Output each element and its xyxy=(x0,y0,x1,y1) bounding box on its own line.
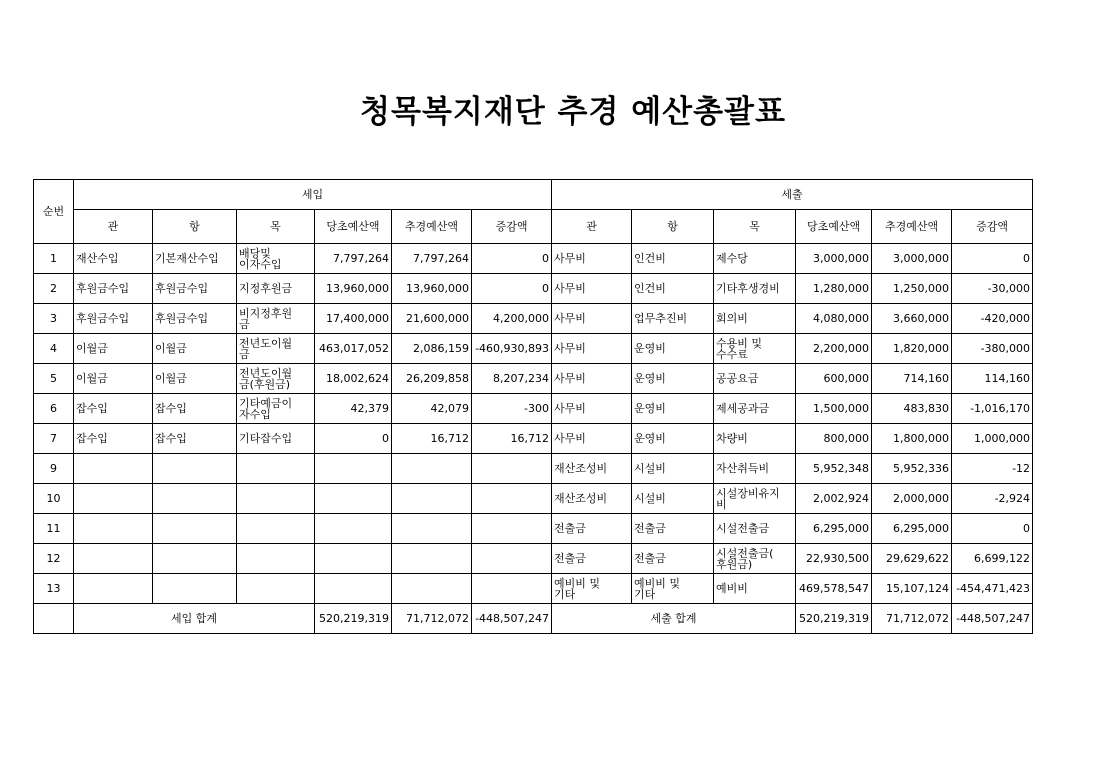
income-hang: 후원금수입 xyxy=(153,304,237,334)
income-revised-budget xyxy=(392,544,472,574)
col-header: 항 xyxy=(153,210,237,244)
income-hang: 잡수입 xyxy=(153,424,237,454)
expense-revised-budget: 3,660,000 xyxy=(872,304,952,334)
row-number: 13 xyxy=(34,574,74,604)
income-change-amount: -460,930,893 xyxy=(472,334,552,364)
table-row xyxy=(34,244,1033,274)
expense-revised-budget: 15,107,124 xyxy=(872,574,952,604)
expense-original-budget: 4,080,000 xyxy=(796,304,872,334)
income-change-amount xyxy=(472,574,552,604)
income-hang: 이월금 xyxy=(153,364,237,394)
income-revised-budget xyxy=(392,484,472,514)
row-number: 9 xyxy=(34,454,74,484)
col-header: 당초예산액 xyxy=(315,210,392,244)
expense-mok: 시설장비유지 비 xyxy=(714,484,796,514)
col-header: 증감액 xyxy=(472,210,552,244)
budget-summary-table xyxy=(33,179,1033,634)
income-kwan: 후원금수입 xyxy=(74,274,153,304)
row-number: 10 xyxy=(34,484,74,514)
expense-change-amount: 0 xyxy=(952,514,1033,544)
income-hang: 잡수입 xyxy=(153,394,237,424)
col-header: 목 xyxy=(714,210,796,244)
expense-mok: 회의비 xyxy=(714,304,796,334)
income-hang: 이월금 xyxy=(153,334,237,364)
table-row xyxy=(34,304,1033,334)
income-kwan: 재산수입 xyxy=(74,244,153,274)
col-header: 관 xyxy=(552,210,632,244)
income-original-budget: 0 xyxy=(315,424,392,454)
income-original-budget xyxy=(315,454,392,484)
row-number: 4 xyxy=(34,334,74,364)
expense-mok: 시설전출금( 후원금) xyxy=(714,544,796,574)
income-original-budget xyxy=(315,484,392,514)
expense-total-change: -448,507,247 xyxy=(952,604,1033,634)
expense-change-amount: -1,016,170 xyxy=(952,394,1033,424)
expense-hang: 운영비 xyxy=(632,334,714,364)
income-change-amount xyxy=(472,544,552,574)
income-total-original: 520,219,319 xyxy=(315,604,392,634)
row-number: 12 xyxy=(34,544,74,574)
income-hang: 기본재산수입 xyxy=(153,244,237,274)
expense-change-amount: -454,471,423 xyxy=(952,574,1033,604)
row-number: 3 xyxy=(34,304,74,334)
income-change-amount: 4,200,000 xyxy=(472,304,552,334)
expense-kwan: 전출금 xyxy=(552,514,632,544)
expense-total-original: 520,219,319 xyxy=(796,604,872,634)
expense-hang: 운영비 xyxy=(632,394,714,424)
income-kwan: 후원금수입 xyxy=(74,304,153,334)
expense-hang: 운영비 xyxy=(632,364,714,394)
row-number: 1 xyxy=(34,244,74,274)
col-header: 당초예산액 xyxy=(796,210,872,244)
expense-kwan: 사무비 xyxy=(552,274,632,304)
expense-mok: 시설전출금 xyxy=(714,514,796,544)
expense-kwan: 사무비 xyxy=(552,364,632,394)
expense-revised-budget: 714,160 xyxy=(872,364,952,394)
expense-mok: 수용비 및 수수료 xyxy=(714,334,796,364)
expense-hang: 인건비 xyxy=(632,274,714,304)
expense-mok: 제세공과금 xyxy=(714,394,796,424)
income-change-amount xyxy=(472,454,552,484)
income-kwan xyxy=(74,544,153,574)
expense-original-budget: 3,000,000 xyxy=(796,244,872,274)
income-change-amount: 0 xyxy=(472,244,552,274)
income-revised-budget: 2,086,159 xyxy=(392,334,472,364)
expense-original-budget: 1,500,000 xyxy=(796,394,872,424)
expense-hang: 예비비 및 기타 xyxy=(632,574,714,604)
header-row-groups xyxy=(34,180,1033,210)
expense-kwan: 재산조성비 xyxy=(552,454,632,484)
expense-original-budget: 1,280,000 xyxy=(796,274,872,304)
expense-hang: 시설비 xyxy=(632,484,714,514)
income-revised-budget: 7,797,264 xyxy=(392,244,472,274)
expense-kwan: 사무비 xyxy=(552,244,632,274)
income-revised-budget xyxy=(392,454,472,484)
expense-change-amount: 6,699,122 xyxy=(952,544,1033,574)
income-mok: 비지정후원 금 xyxy=(237,304,315,334)
header-row-columns xyxy=(34,210,1033,244)
header-income: 세입 xyxy=(74,180,552,210)
income-mok xyxy=(237,544,315,574)
expense-revised-budget: 483,830 xyxy=(872,394,952,424)
income-mok xyxy=(237,454,315,484)
table-body xyxy=(34,244,1033,604)
expense-original-budget: 600,000 xyxy=(796,364,872,394)
expense-revised-budget: 6,295,000 xyxy=(872,514,952,544)
expense-revised-budget: 1,800,000 xyxy=(872,424,952,454)
table-row xyxy=(34,424,1033,454)
table-row xyxy=(34,274,1033,304)
income-hang xyxy=(153,574,237,604)
income-hang xyxy=(153,484,237,514)
expense-change-amount: -2,924 xyxy=(952,484,1033,514)
income-mok: 지정후원금 xyxy=(237,274,315,304)
table-row xyxy=(34,544,1033,574)
income-mok: 전년도이월 금(후원금) xyxy=(237,364,315,394)
table-row xyxy=(34,574,1033,604)
col-header: 항 xyxy=(632,210,714,244)
totals-row xyxy=(34,604,1033,634)
income-mok: 기타예금이 자수입 xyxy=(237,394,315,424)
table-row xyxy=(34,514,1033,544)
col-header: 관 xyxy=(74,210,153,244)
expense-revised-budget: 3,000,000 xyxy=(872,244,952,274)
expense-mok: 제수당 xyxy=(714,244,796,274)
income-mok: 배당및 이자수입 xyxy=(237,244,315,274)
income-original-budget xyxy=(315,544,392,574)
col-header: 증감액 xyxy=(952,210,1033,244)
income-hang: 후원금수입 xyxy=(153,274,237,304)
expense-change-amount: 0 xyxy=(952,244,1033,274)
income-original-budget xyxy=(315,574,392,604)
expense-hang: 운영비 xyxy=(632,424,714,454)
expense-revised-budget: 29,629,622 xyxy=(872,544,952,574)
income-kwan: 잡수입 xyxy=(74,394,153,424)
expense-mok: 공공요금 xyxy=(714,364,796,394)
expense-revised-budget: 1,820,000 xyxy=(872,334,952,364)
income-revised-budget: 42,079 xyxy=(392,394,472,424)
income-mok xyxy=(237,514,315,544)
expense-revised-budget: 1,250,000 xyxy=(872,274,952,304)
income-original-budget: 13,960,000 xyxy=(315,274,392,304)
expense-mok: 자산취득비 xyxy=(714,454,796,484)
expense-kwan: 예비비 및 기타 xyxy=(552,574,632,604)
col-header: 목 xyxy=(237,210,315,244)
income-hang xyxy=(153,544,237,574)
income-kwan xyxy=(74,454,153,484)
income-mok xyxy=(237,484,315,514)
income-original-budget: 17,400,000 xyxy=(315,304,392,334)
expense-original-budget: 2,002,924 xyxy=(796,484,872,514)
table-row xyxy=(34,334,1033,364)
income-kwan: 이월금 xyxy=(74,364,153,394)
income-revised-budget xyxy=(392,514,472,544)
income-change-amount: 16,712 xyxy=(472,424,552,454)
expense-kwan: 사무비 xyxy=(552,424,632,454)
income-hang xyxy=(153,454,237,484)
row-number: 11 xyxy=(34,514,74,544)
expense-mok: 예비비 xyxy=(714,574,796,604)
expense-mok: 차량비 xyxy=(714,424,796,454)
expense-original-budget: 22,930,500 xyxy=(796,544,872,574)
income-change-amount: -300 xyxy=(472,394,552,424)
expense-change-amount: -380,000 xyxy=(952,334,1033,364)
income-total-change: -448,507,247 xyxy=(472,604,552,634)
income-total-label: 세입 합계 xyxy=(74,604,315,634)
row-number: 6 xyxy=(34,394,74,424)
income-revised-budget: 16,712 xyxy=(392,424,472,454)
expense-original-budget: 5,952,348 xyxy=(796,454,872,484)
income-change-amount: 8,207,234 xyxy=(472,364,552,394)
income-original-budget xyxy=(315,514,392,544)
income-original-budget: 463,017,052 xyxy=(315,334,392,364)
expense-change-amount: 1,000,000 xyxy=(952,424,1033,454)
table-row xyxy=(34,454,1033,484)
expense-original-budget: 2,200,000 xyxy=(796,334,872,364)
income-revised-budget: 26,209,858 xyxy=(392,364,472,394)
col-header: 추경예산액 xyxy=(872,210,952,244)
expense-kwan: 사무비 xyxy=(552,334,632,364)
income-revised-budget xyxy=(392,574,472,604)
expense-hang: 업무추진비 xyxy=(632,304,714,334)
income-kwan: 이월금 xyxy=(74,334,153,364)
expense-total-revised: 71,712,072 xyxy=(872,604,952,634)
income-hang xyxy=(153,514,237,544)
expense-kwan: 전출금 xyxy=(552,544,632,574)
expense-hang: 시설비 xyxy=(632,454,714,484)
col-header: 추경예산액 xyxy=(392,210,472,244)
expense-kwan: 재산조성비 xyxy=(552,484,632,514)
expense-hang: 인건비 xyxy=(632,244,714,274)
expense-revised-budget: 2,000,000 xyxy=(872,484,952,514)
row-number: 2 xyxy=(34,274,74,304)
income-kwan xyxy=(74,514,153,544)
income-kwan xyxy=(74,484,153,514)
totals-spacer xyxy=(34,604,74,634)
header-expense: 세출 xyxy=(552,180,1033,210)
expense-original-budget: 800,000 xyxy=(796,424,872,454)
expense-mok: 기타후생경비 xyxy=(714,274,796,304)
income-original-budget: 7,797,264 xyxy=(315,244,392,274)
income-original-budget: 18,002,624 xyxy=(315,364,392,394)
table-row xyxy=(34,364,1033,394)
expense-kwan: 사무비 xyxy=(552,304,632,334)
expense-hang: 전출금 xyxy=(632,544,714,574)
header-no: 순번 xyxy=(34,180,74,244)
expense-change-amount: -30,000 xyxy=(952,274,1033,304)
income-mok xyxy=(237,574,315,604)
expense-kwan: 사무비 xyxy=(552,394,632,424)
income-revised-budget: 13,960,000 xyxy=(392,274,472,304)
table-row xyxy=(34,394,1033,424)
income-mok: 기타잡수입 xyxy=(237,424,315,454)
income-revised-budget: 21,600,000 xyxy=(392,304,472,334)
income-change-amount: 0 xyxy=(472,274,552,304)
row-number: 5 xyxy=(34,364,74,394)
expense-hang: 전출금 xyxy=(632,514,714,544)
income-kwan: 잡수입 xyxy=(74,424,153,454)
page-title: 청목복지재단 추경 예산총괄표 xyxy=(360,94,786,130)
expense-revised-budget: 5,952,336 xyxy=(872,454,952,484)
expense-change-amount: -12 xyxy=(952,454,1033,484)
row-number: 7 xyxy=(34,424,74,454)
table-row xyxy=(34,484,1033,514)
income-change-amount xyxy=(472,514,552,544)
income-mok: 전년도이월 금 xyxy=(237,334,315,364)
expense-original-budget: 6,295,000 xyxy=(796,514,872,544)
income-total-revised: 71,712,072 xyxy=(392,604,472,634)
income-change-amount xyxy=(472,484,552,514)
income-original-budget: 42,379 xyxy=(315,394,392,424)
expense-original-budget: 469,578,547 xyxy=(796,574,872,604)
expense-total-label: 세출 합계 xyxy=(552,604,796,634)
expense-change-amount: -420,000 xyxy=(952,304,1033,334)
expense-change-amount: 114,160 xyxy=(952,364,1033,394)
income-kwan xyxy=(74,574,153,604)
